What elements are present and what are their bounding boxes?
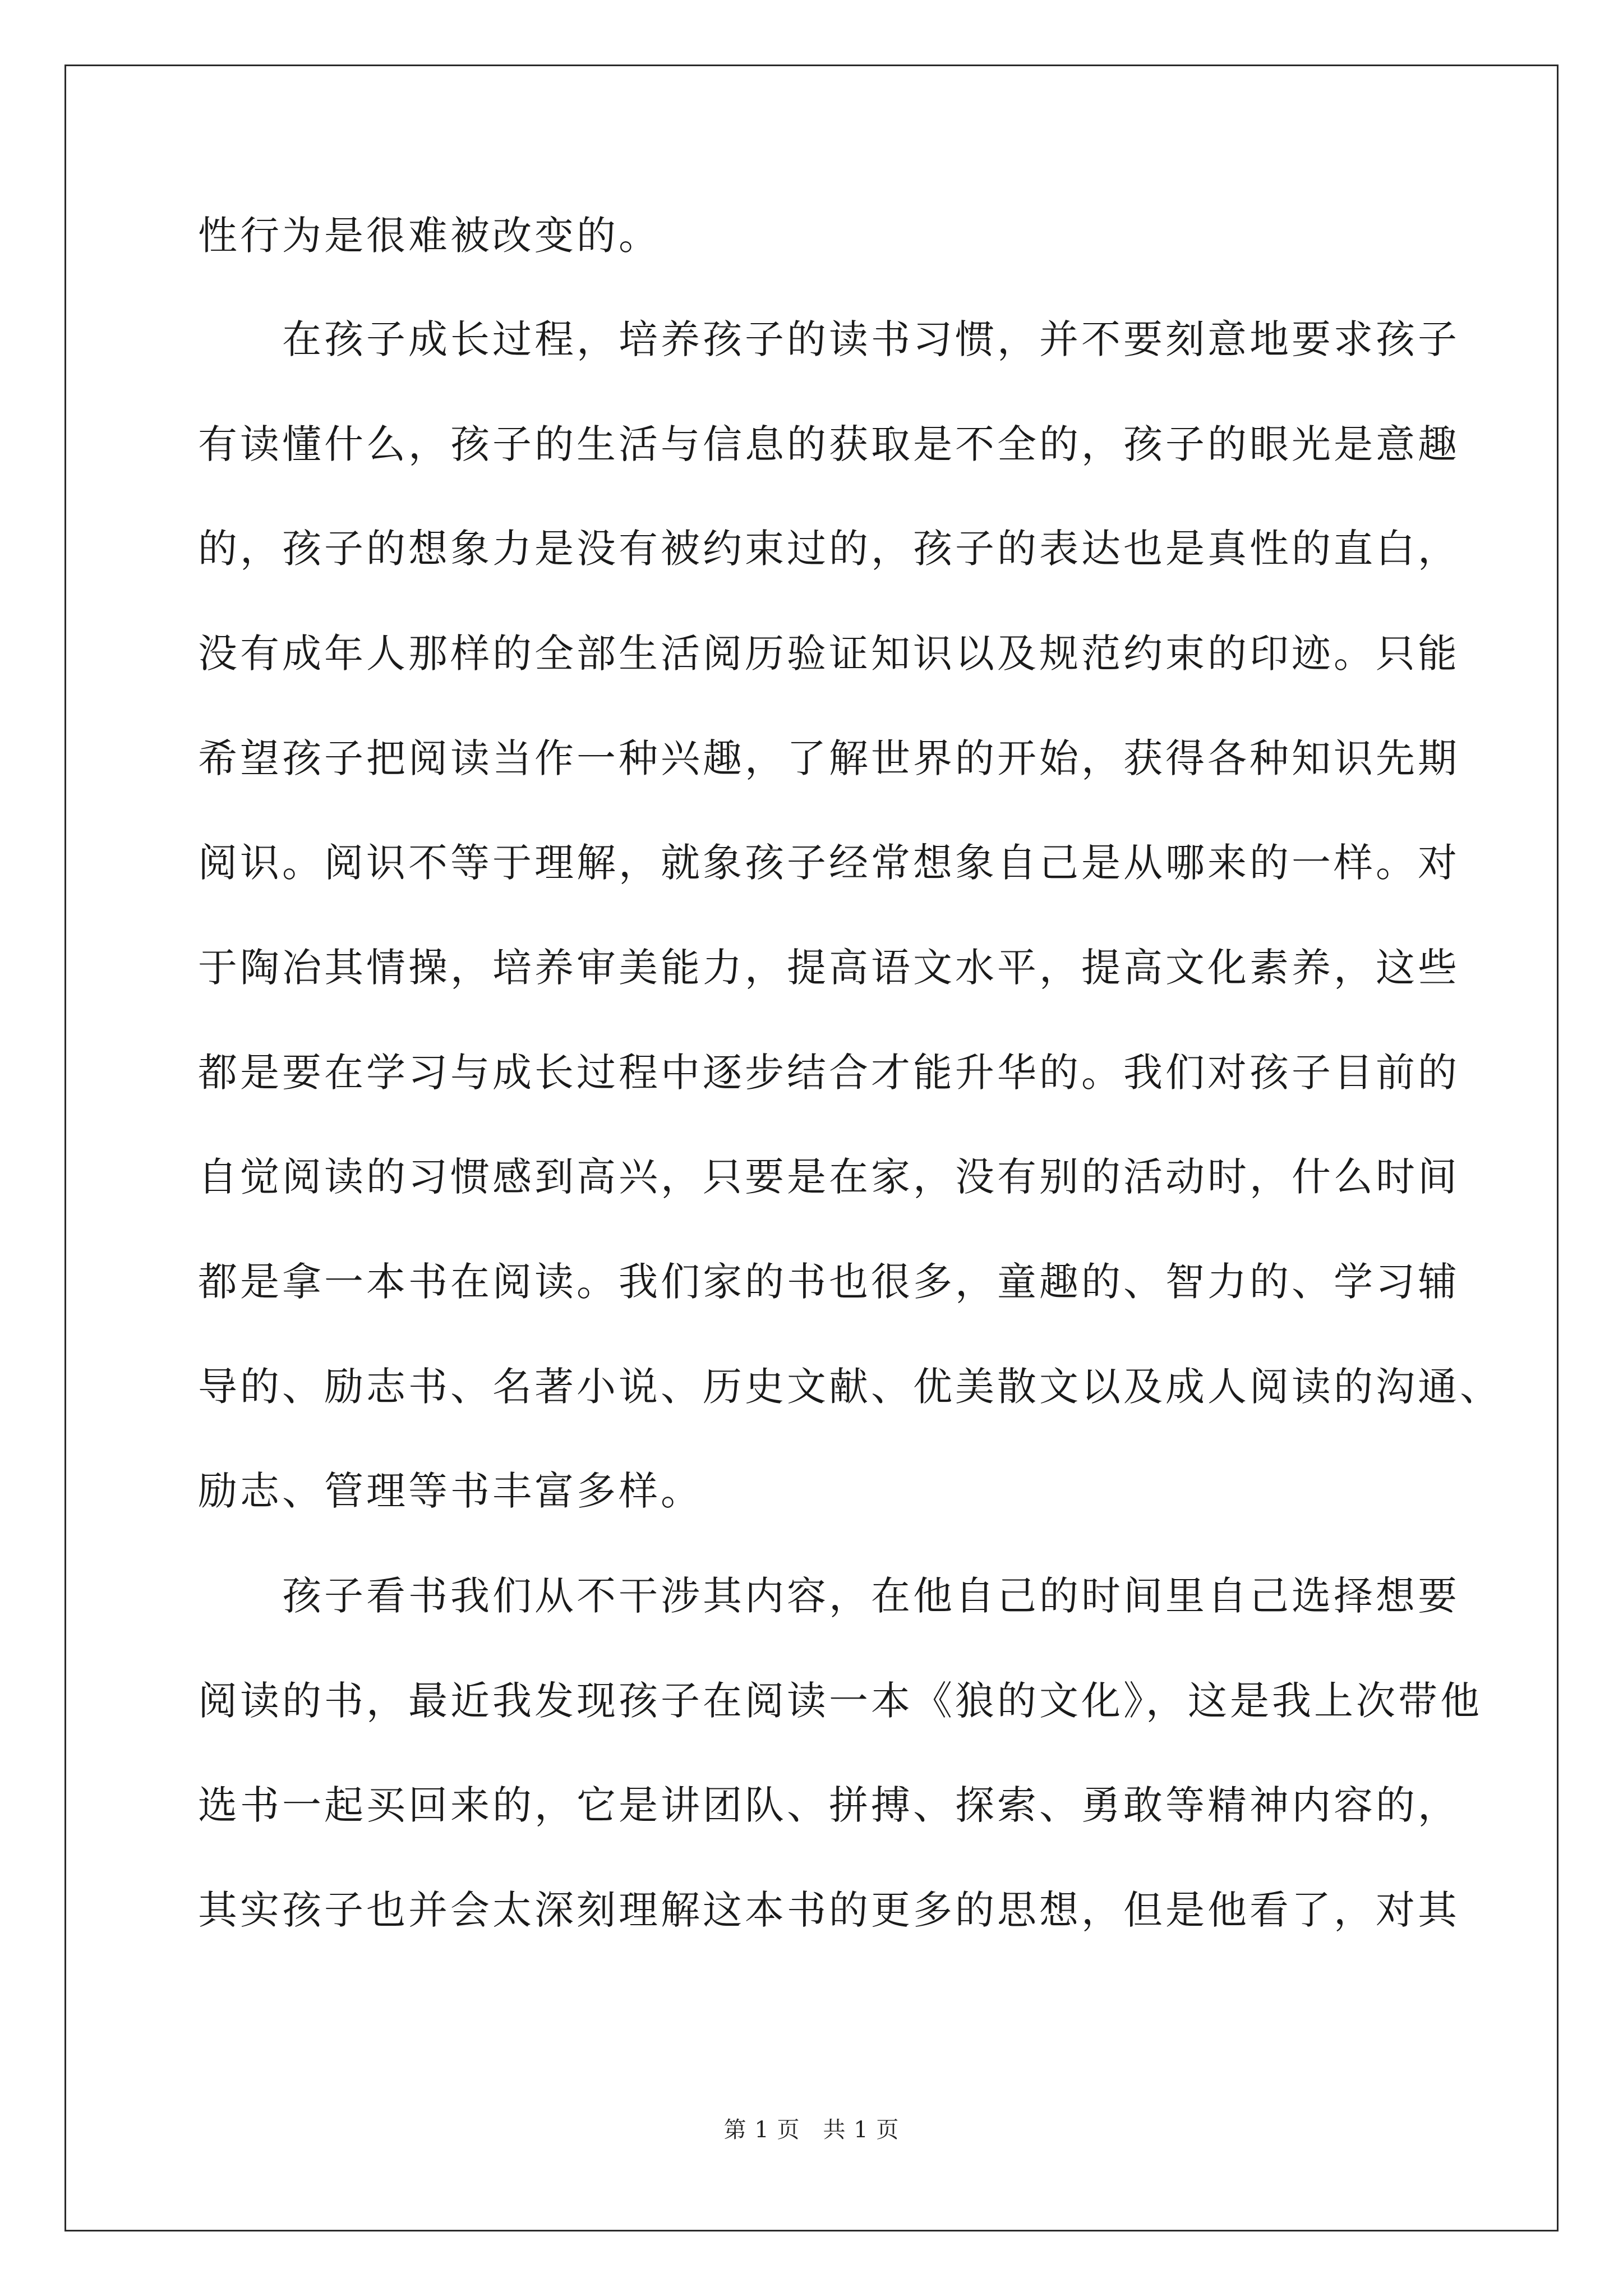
text-line: 在孩子成长过程，培养孩子的读书习惯，并不要刻意地要求孩子: [198, 316, 1460, 362]
text-line: 于陶冶其情操，培养审美能力，提高语文水平，提高文化素养，这些: [198, 945, 1460, 991]
text-line: 励志、管理等书丰富多样。: [198, 1468, 703, 1514]
text-line: 选书一起买回来的，它是讲团队、拼搏、探索、勇敢等精神内容的，: [198, 1782, 1460, 1828]
text-line: 其实孩子也并会太深刻理解这本书的更多的思想，但是他看了，对其: [198, 1887, 1460, 1933]
text-line: 都是拿一本书在阅读。我们家的书也很多，童趣的、智力的、学习辅: [198, 1259, 1460, 1305]
text-line: 希望孩子把阅读当作一种兴趣，了解世界的开始，获得各种知识先期: [198, 735, 1460, 781]
page-number-footer: 第 1 页 共 1 页: [723, 2117, 900, 2143]
text-line: 性行为是很难被改变的。: [198, 213, 661, 259]
text-line: 自觉阅读的习惯感到高兴，只要是在家，没有别的活动时，什么时间: [198, 1154, 1460, 1200]
text-line: 阅读的书，最近我发现孩子在阅读一本《狼的文化》，这是我上次带他: [198, 1678, 1482, 1724]
text-line: 阅识。阅识不等于理解，就象孩子经常想象自己是从哪来的一样。对: [198, 840, 1460, 886]
text-line: 没有成年人那样的全部生活阅历验证知识以及规范约束的印迹。只能: [198, 631, 1460, 677]
text-line: 孩子看书我们从不干涉其内容，在他自己的时间里自己选择想要: [198, 1573, 1460, 1619]
text-line: 有读懂什么，孩子的生活与信息的获取是不全的，孩子的眼光是意趣: [198, 421, 1460, 467]
text-line: 都是要在学习与成长过程中逐步结合才能升华的。我们对孩子目前的: [198, 1050, 1460, 1096]
text-line: 的，孩子的想象力是没有被约束过的，孩子的表达也是真性的直白，: [198, 526, 1460, 572]
text-line: 导的、励志书、名著小说、历史文献、优美散文以及成人阅读的沟通、: [198, 1364, 1502, 1410]
